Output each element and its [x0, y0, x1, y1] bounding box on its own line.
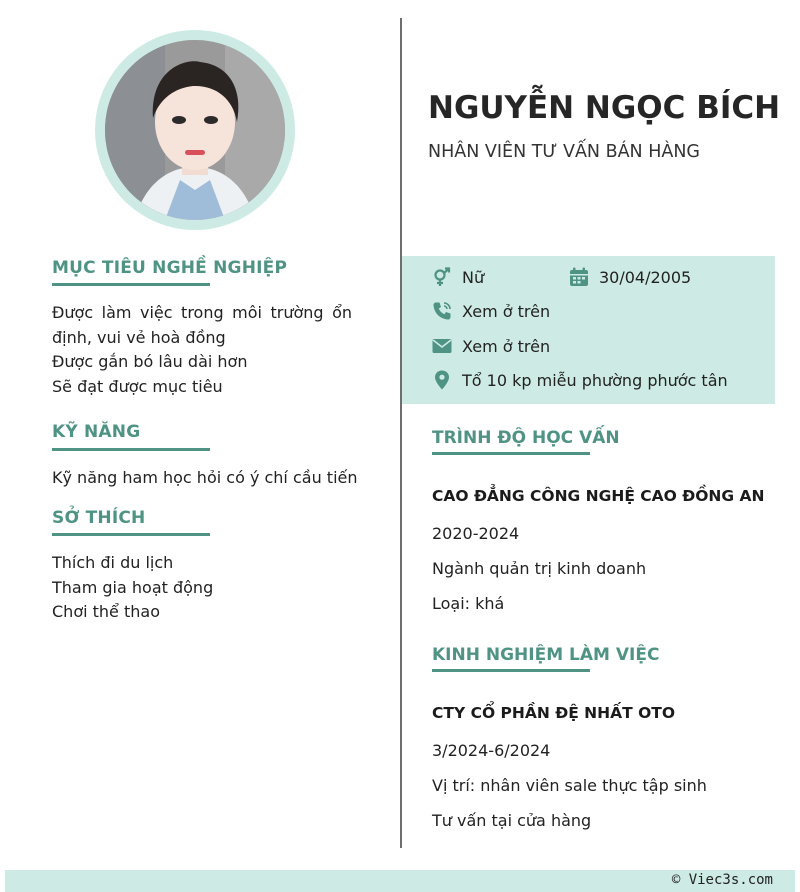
contact-panel: [402, 256, 775, 404]
job-title: NHÂN VIÊN TƯ VẤN BÁN HÀNG: [428, 142, 700, 162]
copyright-link[interactable]: © Viec3s.com: [671, 872, 773, 888]
skills-line: Kỹ năng ham học hỏi có ý chí cầu tiến: [52, 468, 358, 487]
contact-email: [432, 336, 550, 356]
phone-icon: [432, 301, 452, 321]
contact-gender: [432, 267, 484, 287]
hobby-item: Tham gia hoạt động: [52, 578, 214, 597]
education-rule: [432, 452, 590, 455]
education-school: CAO ĐẲNG CÔNG NGHỆ CAO ĐỒNG AN: [432, 487, 765, 505]
education-major: Ngành quản trị kinh doanh: [432, 559, 647, 578]
education-title: TRÌNH ĐỘ HỌC VẤN: [432, 428, 620, 448]
avatar-frame: [95, 30, 295, 230]
experience-rule: [432, 669, 590, 672]
contact-address: [432, 370, 728, 390]
education-grade: Loại: khá: [432, 594, 505, 613]
gender-icon: [432, 267, 452, 287]
experience-title: KINH NGHIỆM LÀM VIỆC: [432, 645, 660, 665]
phone-value: Xem ở trên: [462, 301, 551, 321]
career-goal-line: Được làm việc trong môi trường ổn định, vui vẻ hoà đồng: [52, 303, 352, 347]
hobby-item: Chơi thể thao: [52, 602, 160, 621]
hobbies-rule: [52, 533, 210, 536]
hobby-item: Thích đi du lịch: [52, 553, 174, 572]
address-value: Tổ 10 kp miễu phường phước tân: [462, 370, 728, 390]
birthday-value: 30/04/2005: [599, 267, 692, 287]
calendar-icon: [569, 267, 589, 287]
career-goal-line: Sẽ đạt được mục tiêu: [52, 377, 223, 396]
experience-period: 3/2024-6/2024: [432, 741, 551, 760]
education-period: 2020-2024: [432, 524, 520, 543]
full-name: NGUYỄN NGỌC BÍCH: [428, 90, 781, 126]
footer-bar: [5, 870, 795, 892]
hobbies-title: SỞ THÍCH: [52, 508, 146, 528]
contact-phone: [432, 301, 550, 321]
email-value: Xem ở trên: [462, 336, 551, 356]
location-icon: [432, 370, 452, 390]
avatar-portrait: [105, 40, 285, 220]
gender-value: Nữ: [462, 267, 485, 287]
experience-position: Vị trí: nhân viên sale thực tập sinh: [432, 776, 707, 795]
contact-birthday: [569, 267, 691, 287]
career-goal-rule: [52, 283, 210, 286]
skills-title: KỸ NĂNG: [52, 422, 141, 442]
experience-company: CTY CỔ PHẦN ĐỆ NHẤT OTO: [432, 704, 676, 722]
experience-detail: Tư vấn tại cửa hàng: [432, 811, 592, 830]
column-divider: [400, 18, 402, 848]
skills-rule: [52, 448, 210, 451]
career-goal-title: MỤC TIÊU NGHỀ NGHIỆP: [52, 258, 288, 278]
email-icon: [432, 336, 452, 356]
avatar: [105, 40, 285, 220]
career-goal-line: Được gắn bó lâu dài hơn: [52, 352, 248, 371]
